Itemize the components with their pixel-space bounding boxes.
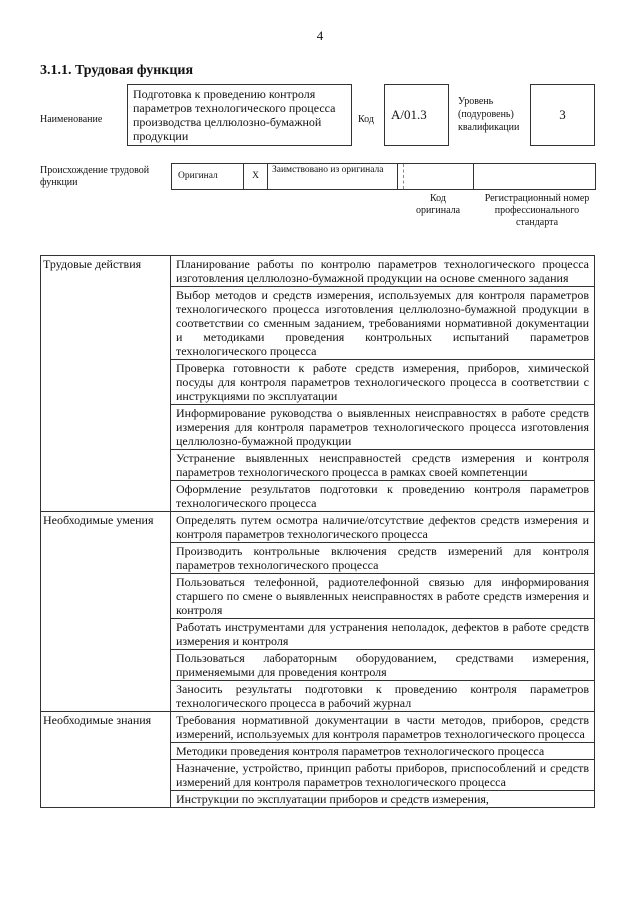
table-cell: Методики проведения контроля параметров технологического процесса xyxy=(171,743,595,760)
function-table xyxy=(40,255,595,808)
original-label: Оригинал xyxy=(172,164,244,189)
table-cell: Проверка готовности к работе средств измерения, приборов, химической посуды для контроля параметров технологического процесса в соответствии с инструкциями по эксплуатации xyxy=(171,360,595,405)
table-cell: Планирование работы по контролю параметров технологического процесса изготовления целлюлозно-бумажной продукции на основе сменного задания xyxy=(171,256,595,287)
function-name: Подготовка к проведению контроля параметров технологического процесса производства целлюлозно-бумажной продукции xyxy=(127,84,352,146)
table-row xyxy=(41,712,595,743)
table-row xyxy=(41,256,595,287)
table-cell: Работать инструментами для устранения неполадок, дефектов в работе средств измерения и контроля xyxy=(171,619,595,650)
original-code-cell xyxy=(404,164,474,189)
table-cell: Выбор методов и средств измерения, используемых для контроля параметров технологического процесса изготовления целлюлозно-бумажной продукции в соответствии со сменным заданием, требованиями нормативной документации и методиками проведения контрольных испытаний параметров технологического процесса xyxy=(171,287,595,360)
table-cell: Оформление результатов подготовки к проведению контроля параметров технологического процесса xyxy=(171,481,595,512)
page-number: 4 xyxy=(316,28,324,43)
original-mark: X xyxy=(244,164,268,189)
reg-number-cell xyxy=(474,164,595,189)
table-row xyxy=(41,512,595,543)
level-label: Уровень (подуровень) квалификации xyxy=(458,96,520,133)
table-cell: Требования нормативной документации в части методов, приборов, средств измерений, используемых для контроля параметров технологического процесса xyxy=(171,712,595,743)
origin-row xyxy=(171,163,596,190)
table-cell: Производить контрольные включения средств измерений для контроля параметров технологического процесса xyxy=(171,543,595,574)
table-cell: Инструкции по эксплуатации приборов и средств измерения, xyxy=(171,791,595,808)
table-cell: Заносить результаты подготовки к проведению контроля параметров технологического процесса в рабочий журнал xyxy=(171,681,595,712)
code-label: Код xyxy=(358,114,374,125)
original-code-caption: Код оригинала xyxy=(415,193,461,216)
table-cell: Информирование руководства о выявленных неисправностях в работе средств измерения для контроля параметров технологического процесса изготовления целлюлозно-бумажной продукции xyxy=(171,405,595,450)
table-cell: Назначение, устройство, принцип работы приборов, приспособлений и средств измерений для контроля параметров технологического процесса xyxy=(171,760,595,791)
level-value: 3 xyxy=(530,84,595,146)
section-heading: Необходимые умения xyxy=(41,512,171,712)
borrowed-label: Заимствовано из оригинала xyxy=(268,164,398,189)
table-cell: Определять путем осмотра наличие/отсутствие дефектов средств измерения и контроля параметров технологического процесса xyxy=(171,512,595,543)
section-heading: Трудовые действия xyxy=(41,256,171,512)
name-label: Наименование xyxy=(40,114,103,125)
section-title: 3.1.1. Трудовая функция xyxy=(40,63,194,78)
table-cell: Устранение выявленных неисправностей средств измерения и контроля параметров технологического процесса в рамках своей компетенции xyxy=(171,450,595,481)
table-cell: Пользоваться телефонной, радиотелефонной связью для информирования старшего по смене о выявленных неисправностях в работе средств измерения и контроля xyxy=(171,574,595,619)
reg-number-caption: Регистрационный номер профессионального стандарта xyxy=(484,193,590,228)
section-heading: Необходимые знания xyxy=(41,712,171,808)
code-value: A/01.3 xyxy=(384,84,449,146)
origin-label: Происхождение трудовой функции xyxy=(40,165,150,188)
table-cell: Пользоваться лабораторным оборудованием, средствами измерения, применяемыми для проведения контроля xyxy=(171,650,595,681)
